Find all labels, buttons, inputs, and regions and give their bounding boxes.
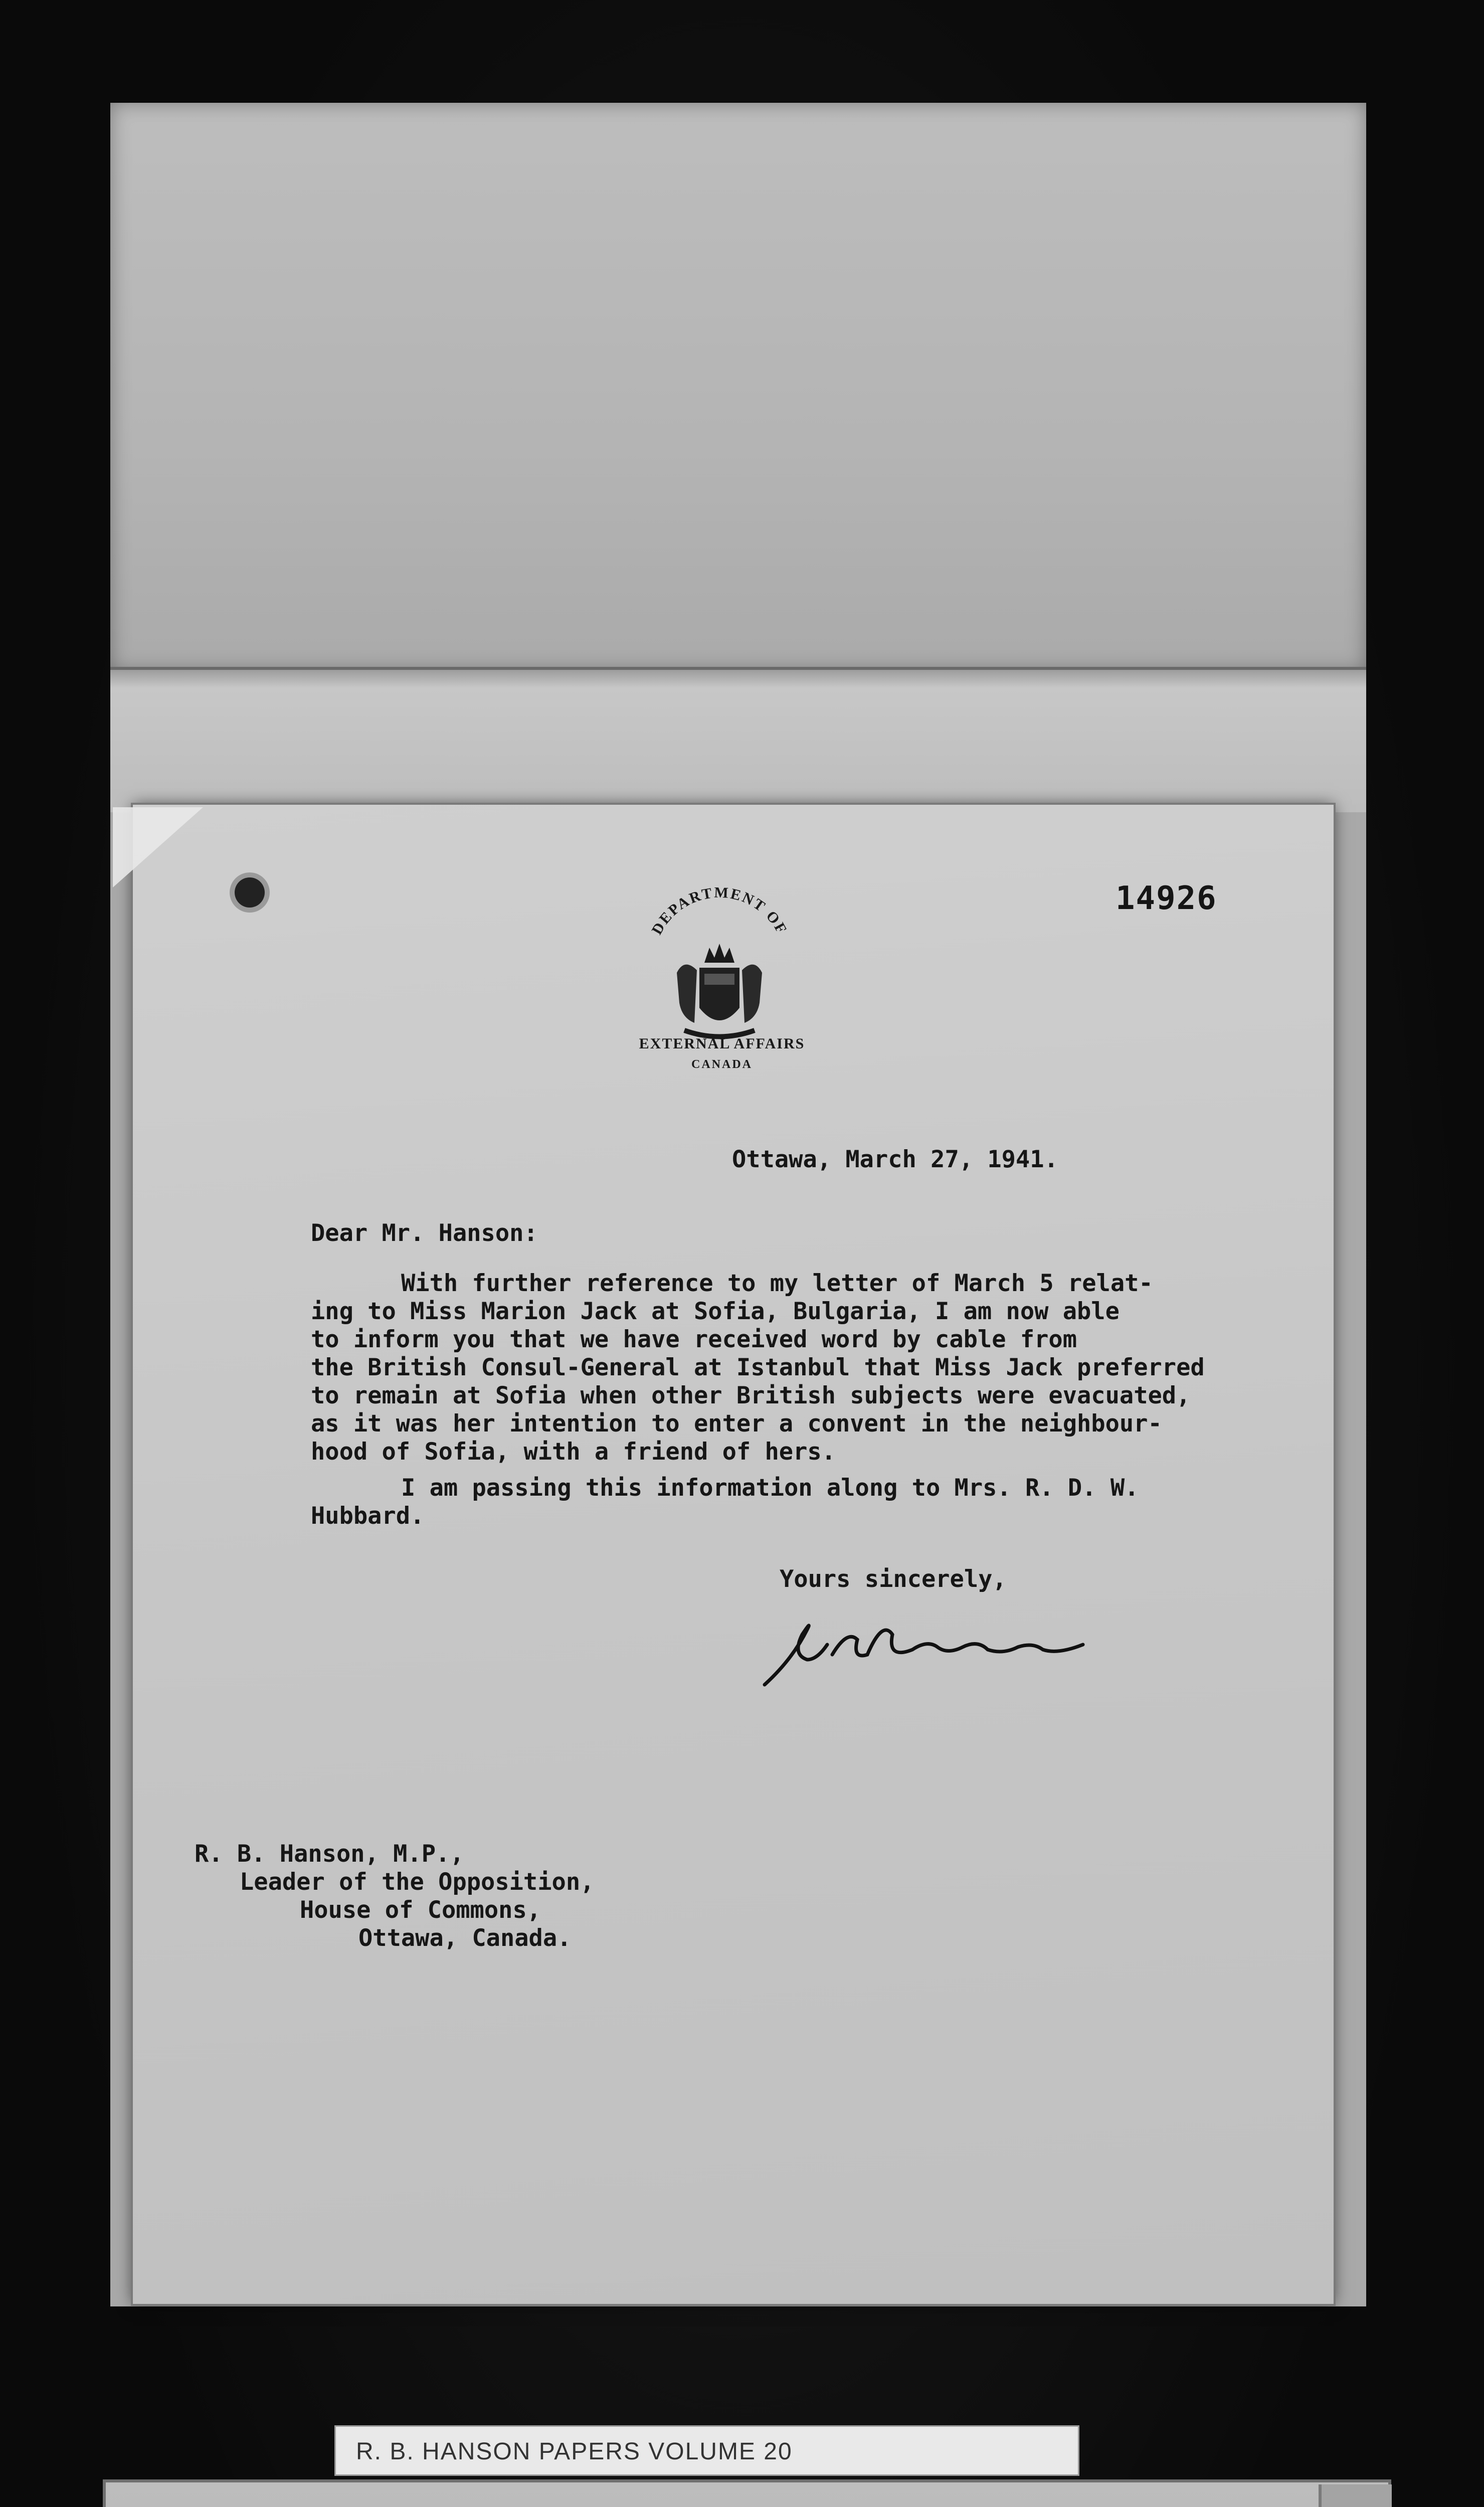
- letterhead-department-line: DEPARTMENT OF: [648, 887, 791, 938]
- salutation: Dear Mr. Hanson:: [311, 1219, 538, 1247]
- dateline: Ottawa, March 27, 1941.: [732, 1146, 1058, 1173]
- signature: [762, 1599, 1103, 1700]
- page-corner-fold: [113, 807, 203, 887]
- address-line: Ottawa, Canada.: [358, 1924, 572, 1952]
- address-line: House of Commons,: [300, 1896, 541, 1924]
- address-line: Leader of the Opposition,: [240, 1868, 595, 1896]
- folded-flap: [110, 667, 1366, 820]
- paragraph-line: ing to Miss Marion Jack at Sofia, Bulgaria, I am now able: [311, 1298, 1120, 1325]
- svg-text:DEPARTMENT OF: [648, 887, 790, 938]
- paragraph-line: to remain at Sofia when other British subjects were evacuated,: [311, 1382, 1191, 1409]
- paragraph-line: as it was her intention to enter a convent in the neighbour-: [311, 1410, 1162, 1438]
- volume-label-text: R. B. HANSON PAPERS VOLUME 20: [356, 2438, 793, 2465]
- paragraph-line: Hubbard.: [311, 1502, 425, 1530]
- letterhead-country: CANADA: [691, 1058, 753, 1071]
- file-number: 14926: [1116, 880, 1217, 917]
- paragraph-line: to inform you that we have received word by cable from: [311, 1326, 1077, 1353]
- punch-hole: [235, 877, 265, 908]
- paragraph-line: With further reference to my letter of March 5 relat-: [401, 1270, 1153, 1297]
- paragraph-line: the British Consul-General at Istanbul that Miss Jack preferred: [311, 1354, 1205, 1381]
- letterhead-department-name: EXTERNAL AFFAIRS: [639, 1035, 805, 1052]
- archives-plate: [103, 2479, 1391, 2507]
- volume-label: [336, 2427, 1078, 2474]
- backing-sheet: [110, 103, 1366, 672]
- paragraph-line: hood of Sofia, with a friend of hers.: [311, 1438, 836, 1466]
- paragraph-line: I am passing this information along to Mrs. R. D. W.: [401, 1474, 1139, 1502]
- closing: Yours sincerely,: [780, 1565, 1007, 1593]
- address-line: R. B. Hanson, M.P.,: [195, 1840, 464, 1868]
- plate-edge: [1319, 2484, 1392, 2507]
